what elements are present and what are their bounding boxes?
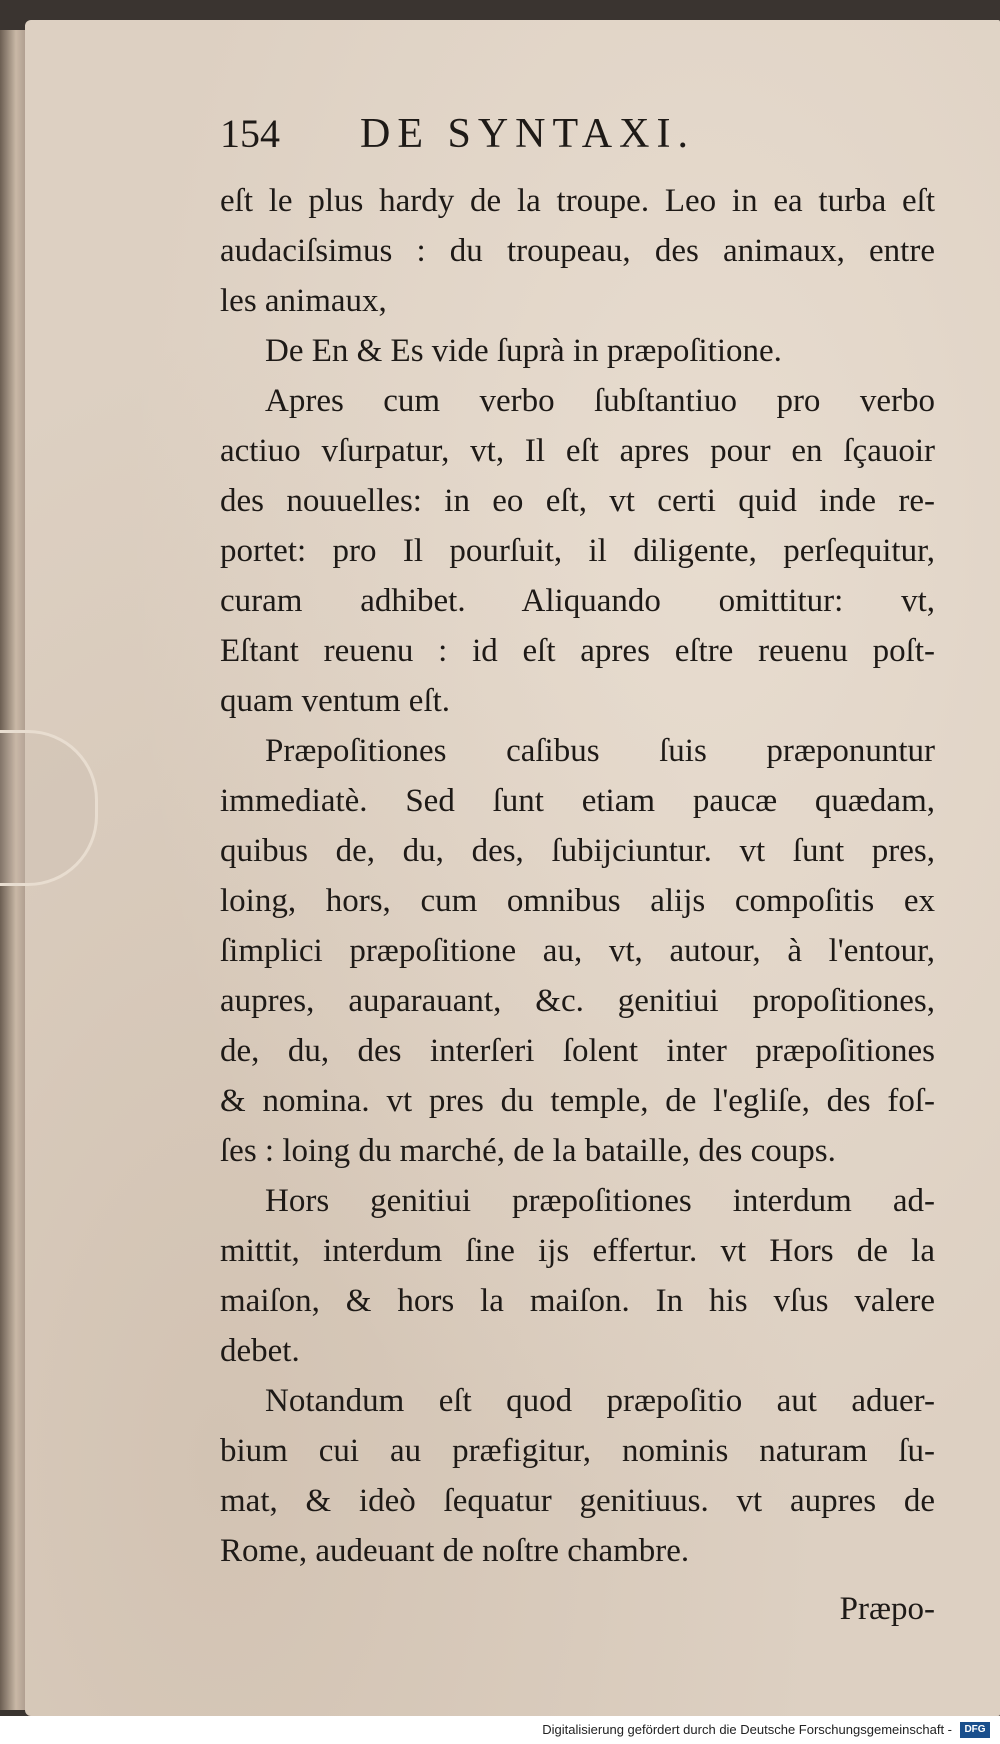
text-line: mat, & ideò ſequatur genitiuus. vt aupres de: [220, 1483, 935, 1519]
text-line: eſt le plus hardy de la troupe. Leo in ea turba eſt: [220, 183, 935, 219]
text-line: loing, hors, cum omnibus alijs compoſitis ex: [220, 883, 935, 919]
text-line: des nouuelles: in eo eſt, vt certi quid inde re-: [220, 483, 935, 519]
text-line: quam ventum eſt.: [220, 683, 451, 719]
text-line: De En & Es vide ſuprà in præpoſitione.: [265, 333, 782, 369]
dfg-logo: DFG: [960, 1722, 990, 1738]
text-line: ſimplici præpoſitione au, vt, autour, à l'entour,: [220, 933, 935, 969]
text-line: Hors genitiui præpoſitiones interdum ad-: [265, 1183, 935, 1219]
text-line: portet: pro Il pourſuit, il diligente, perſequitur,: [220, 533, 935, 569]
text-line: maiſon, & hors la maiſon. In his vſus valere: [220, 1283, 935, 1319]
text-line: les animaux,: [220, 283, 387, 319]
page-header: [220, 110, 935, 170]
catchword: Præpo-: [839, 1591, 935, 1627]
text-line: bium cui au præfigitur, nominis naturam ſu-: [220, 1433, 935, 1469]
text-line: mittit, interdum ſine ijs effertur. vt Hors de la: [220, 1233, 935, 1269]
text-line: Notandum eſt quod præpoſitio aut aduer-: [265, 1383, 935, 1419]
text-line: aupres, auparauant, &c. genitiui propoſitiones,: [220, 983, 935, 1019]
text-line: quibus de, du, des, ſubijciuntur. vt ſunt pres,: [220, 833, 935, 869]
page-number: 154: [220, 111, 280, 156]
text-line: Rome, audeuant de noſtre chambre.: [220, 1533, 690, 1569]
text-line: de, du, des interſeri ſolent inter præpoſitiones: [220, 1033, 935, 1069]
text-line: debet.: [220, 1333, 300, 1369]
text-line: curam adhibet. Aliquando omittitur: vt,: [220, 583, 935, 619]
text-line: Apres cum verbo ſubſtantiuo pro verbo: [265, 383, 935, 419]
text-line: & nomina. vt pres du temple, de l'egliſe, des foſ-: [220, 1083, 935, 1119]
text-line: audaciſsimus : du troupeau, des animaux, entre: [220, 233, 935, 269]
running-head: DE SYNTAXI.: [360, 111, 695, 157]
text-line: actiuo vſurpatur, vt, Il eſt apres pour en ſçauoir: [220, 433, 935, 469]
text-line: ſes : loing du marché, de la bataille, des coups.: [220, 1133, 836, 1169]
text-line: immediatè. Sed ſunt etiam paucæ quædam,: [220, 783, 935, 819]
text-block: [220, 110, 935, 1634]
digitization-credit: Digitalisierung gefördert durch die Deutsche Forschungsgemeinschaft -: [0, 1716, 1000, 1744]
text-line: Præpoſitiones caſibus ſuis præponuntur: [265, 733, 935, 769]
text-line: Eſtant reuenu : id eſt apres eſtre reuenu poſt-: [220, 633, 935, 669]
